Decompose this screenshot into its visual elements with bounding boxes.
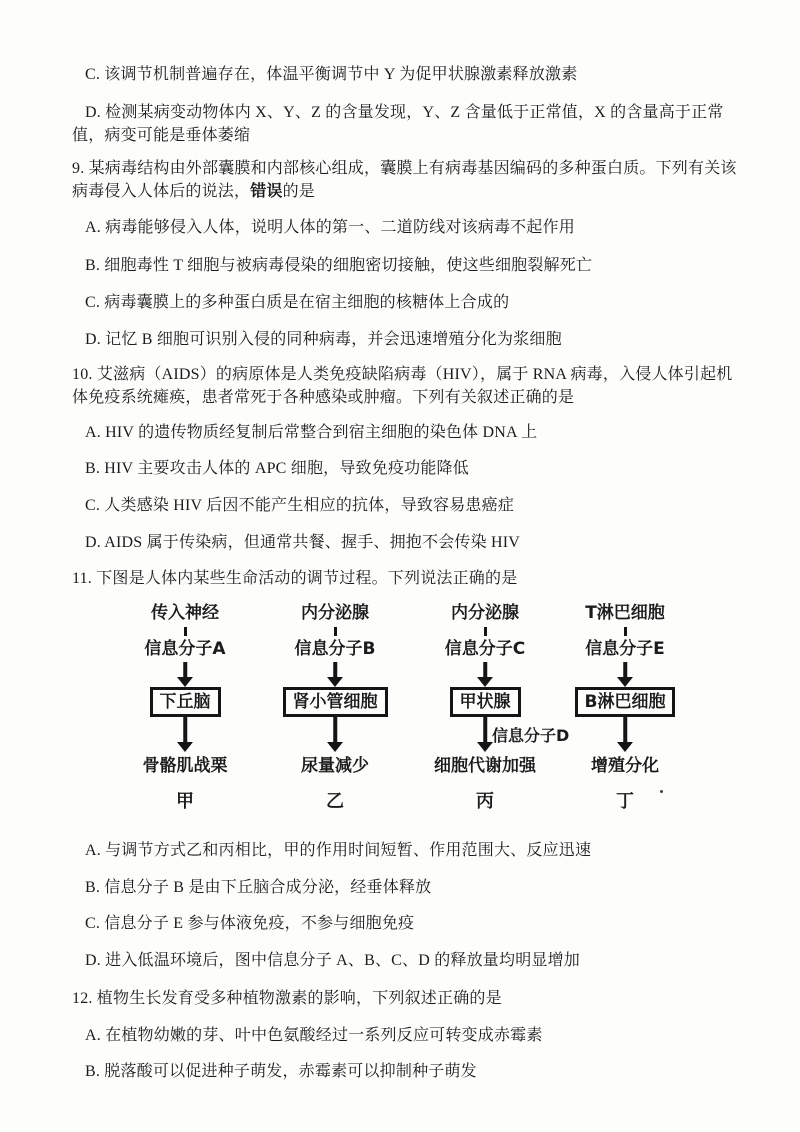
question-9-stem [72,158,748,203]
pathway-source-label: 内分泌腺 [451,603,519,623]
question-9-stem-post: 的是 [282,182,316,200]
pathway-result-label: 细胞代谢加强 [434,756,536,776]
signal-molecule-label: 信息分子E [585,639,665,659]
target-box: B淋巴细胞 [575,687,676,717]
question-12-stem: 12. 植物生长发育受多种植物激素的影响，下列叙述正确的是 [72,990,502,1007]
down-arrow-icon [410,662,560,687]
pathway-source-label: 传入神经 [151,603,219,623]
diagram-column-jia [110,602,260,814]
connector-line [334,627,337,636]
connector-line [624,627,627,636]
down-arrow-icon [550,662,700,687]
pathway-result-label: 增殖分化 [591,756,659,776]
signal-molecule-label: 信息分子A [144,639,226,659]
question-9-option-b: B. 细胞毒性 T 细胞与被病毒侵染的细胞密切接触，使这些细胞裂解死亡 [85,257,593,274]
question-10-stem: 10. 艾滋病（AIDS）的病原体是人类免疫缺陷病毒（HIV），属于 RNA 病毒，入侵人体引起机体免疫系统瘫痪，患者常死于各种感染或肿瘤。下列有关叙述正确的是 [72,366,733,406]
target-box: 甲状腺 [450,687,521,717]
pathway-result-label: 骨骼肌战栗 [142,756,228,776]
question-11-stem: 11. 下图是人体内某些生命活动的调节过程。下列说法正确的是 [72,570,518,587]
pathway-source-label: T淋巴细胞 [585,603,665,623]
column-letter-label: 甲 [176,791,194,812]
down-arrow-icon [550,717,700,752]
question-12-option-a: A. 在植物幼嫩的芽、叶中色氨酸经过一系列反应可转变成赤霉素 [85,1027,543,1044]
target-box: 下丘脑 [150,687,221,717]
connector-line [184,627,187,636]
target-box: 肾小管细胞 [283,687,388,717]
regulation-pathways-diagram [0,602,800,814]
question-11-option-a: A. 与调节方式乙和丙相比，甲的作用时间短暂、作用范围大、反应迅速 [85,842,592,859]
question-9-stem-pre: 9. 某病毒结构由外部囊膜和内部核心组成，囊膜上有病毒基因编码的多种蛋白质。下列有关该病毒侵入人体后的说法， [72,160,737,200]
question-9-option-c: C. 病毒囊膜上的多种蛋白质是在宿主细胞的核糖体上合成的 [85,294,510,311]
pathway-source-label: 内分泌腺 [301,603,369,623]
question-9-option-a: A. 病毒能够侵入人体，说明人体的第一、二道防线对该病毒不起作用 [85,219,575,236]
diagram-column-ding [550,602,700,814]
question-8-option-d: D. 检测某病变动物体内 X、Y、Z 的含量发现，Y、Z 含量低于正常值，X 的含量高于正常值，病变可能是垂体萎缩 [72,104,724,144]
question-8-option-c: C. 该调节机制普遍存在，体温平衡调节中 Y 为促甲状腺激素释放激素 [85,66,578,83]
question-11-option-b: B. 信息分子 B 是由下丘脑合成分泌，经垂体释放 [85,879,432,896]
question-10-option-b: B. HIV 主要攻击人体的 APC 细胞，导致免疫功能降低 [85,460,469,477]
signal-molecule-label: 信息分子C [444,639,526,659]
diagram-column-yi [260,602,410,814]
column-letter-label: 丙 [476,791,494,812]
column-letter-label: 乙 [326,791,344,812]
signal-molecule-label: 信息分子B [294,639,376,659]
down-arrow-icon [410,717,570,752]
question-9-stem-emphasis: 错误 [250,182,283,200]
down-arrow-icon [110,717,260,752]
question-10-option-c: C. 人类感染 HIV 后因不能产生相应的抗体，导致容易患癌症 [85,497,515,514]
question-10-option-a: A. HIV 的遗传物质经复制后常整合到宿主细胞的染色体 DNA 上 [85,424,538,441]
signal-molecule-d-label: 信息分子D [492,726,570,745]
question-10-option-d: D. AIDS 属于传染病，但通常共餐、握手、拥抱不会传染 HIV [85,534,521,551]
diagram-column-bing [410,602,570,814]
pathway-result-label: 尿量减少 [301,756,369,776]
down-arrow-icon [260,717,410,752]
down-arrow-icon [260,662,410,687]
column-letter-label: 丁 [616,791,634,812]
question-11-option-d: D. 进入低温环境后，图中信息分子 A、B、C、D 的释放量均明显增加 [85,952,581,969]
scan-artifact-dot [660,790,663,793]
connector-line [484,627,487,636]
question-9-option-d: D. 记忆 B 细胞可识别入侵的同种病毒，并会迅速增殖分化为浆细胞 [85,331,562,348]
down-arrow-icon [110,662,260,687]
question-11-option-c: C. 信息分子 E 参与体液免疫，不参与细胞免疫 [85,915,415,932]
question-12-option-b: B. 脱落酸可以促进种子萌发，赤霉素可以抑制种子萌发 [85,1063,477,1080]
